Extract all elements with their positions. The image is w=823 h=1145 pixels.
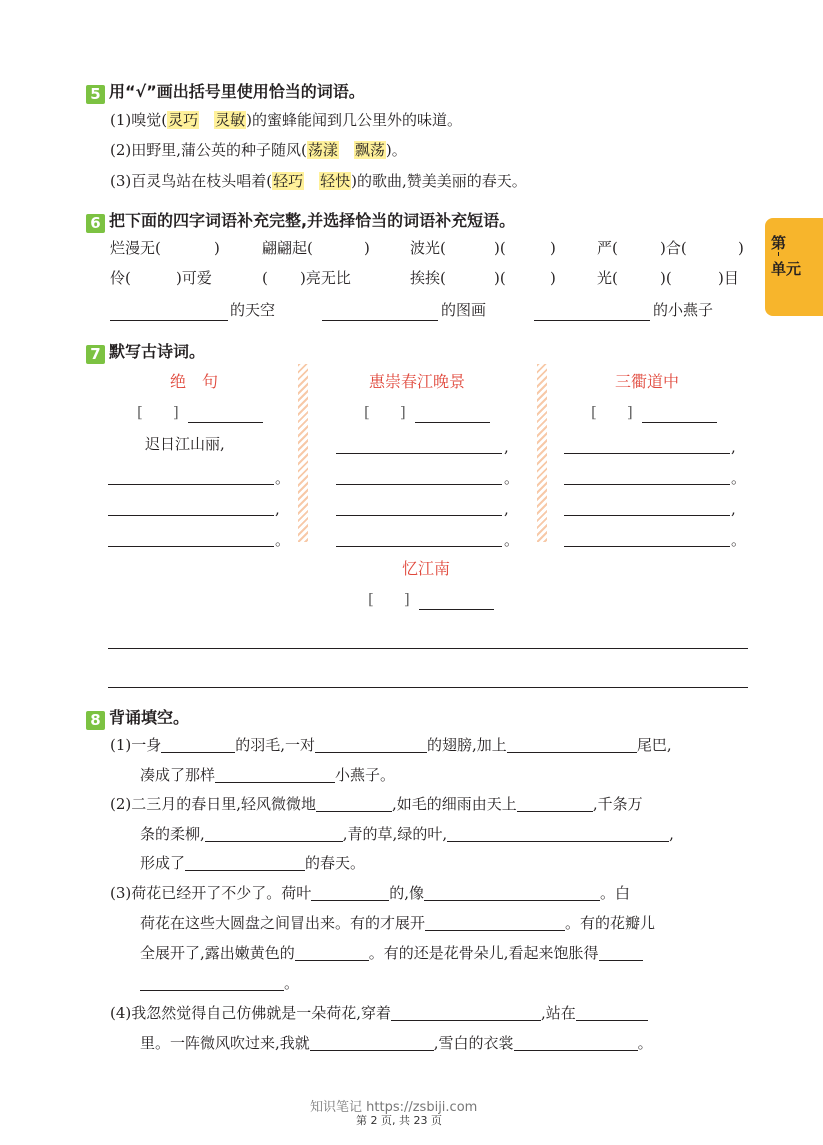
q8-i4b-1: ,雪白的衣裳 [433, 1034, 514, 1052]
q6-r1-w1b: ) [214, 239, 220, 257]
q8-i3d-0: 。 [284, 974, 300, 992]
q8-i3-blank2[interactable] [424, 884, 600, 901]
q5-item3-option-1[interactable]: 轻巧 [273, 172, 304, 190]
q8-i2a-1: ,如毛的细雨由天上 [392, 795, 517, 813]
q8-i3b-0: 荷花在这些大圆盘之间冒出来。有的才展开 [140, 914, 426, 932]
q6-r2-w3a: 挨挨( [410, 269, 446, 287]
q8-i3a-2: 。白 [600, 884, 631, 902]
poem1-line3-punct: , [275, 500, 280, 518]
q6-r2-w2b: )亮无比 [300, 269, 351, 287]
q8-item2-line2 [140, 824, 674, 844]
q5-item2-pre: (2)田野里,蒲公英的种子随风( [110, 141, 307, 159]
q8-item4-line1 [110, 1003, 648, 1023]
poem1-dynasty-bracket: [ ] [137, 403, 179, 421]
q5-item2-post: )。 [385, 141, 407, 159]
poem1-first-line: 迟日江山丽, [145, 435, 225, 453]
q8-item2-line1 [110, 794, 643, 814]
q6-r2-w2a: ( [262, 269, 268, 287]
q8-i4-blank2[interactable] [576, 1004, 648, 1021]
poem3-line4-blank[interactable] [564, 546, 730, 547]
q5-item1-pre: (1)嗅觉( [110, 111, 168, 129]
q8-i3-blank1[interactable] [311, 884, 389, 901]
poem2-line1-punct: , [504, 438, 509, 456]
q8-i2-blank3[interactable] [205, 825, 343, 842]
q5-heading [86, 79, 365, 104]
q6-phrase1-blank[interactable] [110, 320, 228, 321]
q8-i2-blank2[interactable] [517, 795, 593, 812]
q8-i1-blank1[interactable] [161, 736, 235, 753]
q5-item-1 [110, 110, 462, 130]
q6-number: 6 [86, 214, 105, 233]
q8-i1b-0: 凑成了那样 [140, 766, 216, 784]
q8-i1-blank2[interactable] [315, 736, 427, 753]
q5-item1-option-1[interactable]: 灵巧 [168, 111, 199, 129]
q8-i1a-2: 的翅膀,加上 [427, 736, 507, 754]
poem-divider-2 [537, 364, 547, 542]
poem4-title: 忆江南 [402, 559, 451, 578]
q5-item2-option-2[interactable]: 飘荡 [354, 141, 385, 159]
q8-i4a-1: ,站在 [541, 1004, 576, 1022]
q8-i2b-1: ,青的草,绿的叶, [342, 825, 448, 843]
poem3-line1-blank[interactable] [564, 453, 730, 454]
q8-i2-blank4[interactable] [447, 825, 669, 842]
poem-divider-1 [298, 364, 308, 542]
q8-i4-blank3[interactable] [310, 1034, 434, 1051]
q8-i3-blank4[interactable] [295, 944, 369, 961]
q5-item3-pre: (3)百灵鸟站在枝头唱着( [110, 172, 273, 190]
poem2-line3-punct: , [504, 500, 509, 518]
poem3-title: 三衢道中 [615, 372, 680, 391]
q8-i2c-1: 的春天。 [305, 854, 366, 872]
q5-item-2 [110, 140, 407, 160]
q6-r1-w4c: ) [738, 239, 744, 257]
q8-i3c-1: 。有的还是花骨朵儿,看起来饱胀得 [368, 944, 599, 962]
q6-r2-w1b: )可爱 [176, 269, 212, 287]
q5-item1-post: )的蜜蜂能闻到几公里外的味道。 [246, 111, 463, 129]
poem3-line2-punct: 。 [731, 469, 747, 487]
unit-tab-divider [778, 252, 779, 256]
q6-r1-w2b: ) [364, 239, 370, 257]
q8-item3-line2 [140, 913, 655, 933]
poem3-line1-punct: , [731, 438, 736, 456]
poem2-line3-blank[interactable] [336, 515, 502, 516]
q5-number: 5 [86, 85, 105, 104]
q8-heading [86, 705, 189, 730]
q8-item1-line1 [110, 735, 672, 755]
q5-item3-post: )的歌曲,赞美美丽的春天。 [351, 172, 527, 190]
q6-r2-w3b: )( [494, 269, 506, 287]
q8-i3b-1: 。有的花瓣儿 [565, 914, 656, 932]
q8-i3a-1: 的,像 [389, 884, 425, 902]
q6-phrase2: 的图画 [441, 301, 487, 319]
poem1-line2-blank[interactable] [108, 484, 274, 485]
q8-item2-line3 [140, 853, 365, 873]
q8-i3-blank3[interactable] [425, 914, 565, 931]
q8-item3-line4 [140, 973, 299, 993]
q8-i2b-2: , [669, 825, 674, 843]
poem1-line3-blank[interactable] [108, 515, 274, 516]
q8-i3a-0: (3)荷花已经开了不少了。荷叶 [110, 884, 312, 902]
q7-number: 7 [86, 345, 105, 364]
q7-heading [86, 339, 205, 364]
q6-phrase3-blank[interactable] [534, 320, 650, 321]
footer-watermark: 知识笔记 https://zsbiji.com [310, 1100, 478, 1115]
q5-item2-option-1[interactable]: 荡漾 [307, 141, 338, 159]
q8-i4b-0: 里。一阵微风吹过来,我就 [140, 1034, 310, 1052]
poem3-line4-punct: 。 [731, 531, 747, 549]
poem4-dynasty-bracket: [ ] [368, 590, 410, 608]
q5-item1-option-2[interactable]: 灵敏 [215, 111, 246, 129]
q8-i4a-0: (4)我忽然觉得自己仿佛就是一朵荷花,穿着 [110, 1004, 392, 1022]
q8-number: 8 [86, 711, 105, 730]
poem1-title: 绝 句 [170, 372, 219, 391]
q8-item3-line1 [110, 883, 630, 903]
poem2-line1-blank[interactable] [336, 453, 502, 454]
q8-i1a-3: 尾巴, [636, 736, 672, 754]
q6-r1-w4b: )合( [660, 239, 687, 257]
q6-title: 把下面的四字词语补充完整,并选择恰当的词语补充短语。 [109, 211, 516, 230]
footer-page-number: 第 2 页, 共 23 页 [356, 1114, 442, 1127]
q5-item-3 [110, 171, 527, 191]
q8-i3-blank6[interactable] [140, 974, 284, 991]
q6-phrase2-blank[interactable] [322, 320, 438, 321]
poem4-author-blank[interactable] [419, 609, 494, 610]
poem2-title: 惠崇春江晚景 [369, 372, 466, 391]
q6-phrase1: 的天空 [230, 301, 276, 319]
poem1-line4-blank[interactable] [108, 546, 274, 547]
poem2-line2-blank[interactable] [336, 484, 502, 485]
poem3-line3-blank[interactable] [564, 515, 730, 516]
q8-i2a-0: (2)二三月的春日里,轻风微微地 [110, 795, 317, 813]
q8-i2-blank5[interactable] [185, 854, 305, 871]
poem3-author-blank[interactable] [642, 422, 717, 423]
q7-title: 默写古诗词。 [109, 342, 206, 361]
q6-r1-w4a: 严( [597, 239, 618, 257]
q6-r2-w4b: )( [660, 269, 672, 287]
poem2-author-blank[interactable] [415, 422, 490, 423]
q6-r1-w3b: )( [494, 239, 506, 257]
q6-r2-w1a: 伶( [110, 269, 131, 287]
q8-title: 背诵填空。 [109, 708, 190, 727]
q8-i2-blank1[interactable] [316, 795, 392, 812]
q6-phrase3: 的小燕子 [653, 301, 714, 319]
q8-i4-blank1[interactable] [391, 1004, 541, 1021]
q6-r1-w3a: 波光( [410, 239, 446, 257]
q8-i1a-1: 的羽毛,一对 [235, 736, 316, 754]
poem2-line4-blank[interactable] [336, 546, 502, 547]
q8-item3-line3 [140, 943, 643, 963]
q6-r2-w4a: 光( [597, 269, 618, 287]
q8-i3c-0: 全展开了,露出嫩黄色的 [140, 944, 295, 962]
q8-i2b-0: 条的柔柳, [140, 825, 205, 843]
poem1-author-blank[interactable] [188, 422, 263, 423]
poem4-line1-blank[interactable] [108, 648, 748, 649]
unit-tab-line1: 第 [771, 234, 787, 252]
q8-i2c-0: 形成了 [140, 854, 186, 872]
unit-side-tab [765, 218, 823, 316]
poem2-line4-punct: 。 [504, 531, 520, 549]
q8-i2a-2: ,千条万 [592, 795, 643, 813]
q5-item3-option-2[interactable]: 轻快 [320, 172, 351, 190]
poem2-dynasty-bracket: [ ] [364, 403, 406, 421]
q6-r1-w1a: 烂漫无( [110, 239, 161, 257]
q6-heading [86, 208, 515, 233]
poem3-line3-punct: , [731, 500, 736, 518]
poem1-line2-punct: 。 [275, 469, 291, 487]
poem2-line2-punct: 。 [504, 469, 520, 487]
q8-item4-line2 [140, 1033, 653, 1053]
q8-i1-blank4[interactable] [215, 766, 335, 783]
q8-i1-blank3[interactable] [507, 736, 637, 753]
poem1-line4-punct: 。 [275, 531, 291, 549]
q5-title: 用“√”画出括号里使用恰当的词语。 [109, 82, 365, 101]
q6-r1-w3c: ) [550, 239, 556, 257]
q8-i3-blank5[interactable] [599, 944, 643, 961]
q8-i4b-2: 。 [637, 1034, 653, 1052]
q6-r1-w2a: 翩翩起( [262, 239, 313, 257]
q8-i4-blank4[interactable] [514, 1034, 638, 1051]
q6-r2-w4c: )目 [718, 269, 739, 287]
poem3-dynasty-bracket: [ ] [591, 403, 633, 421]
poem4-line2-blank[interactable] [108, 687, 748, 688]
q8-i1b-1: 小燕子。 [335, 766, 396, 784]
poem3-line2-blank[interactable] [564, 484, 730, 485]
q8-item1-line2 [140, 765, 395, 785]
unit-tab-line2: 单元 [771, 260, 802, 278]
q8-i1a-0: (1)一身 [110, 736, 162, 754]
q6-r2-w3c: ) [550, 269, 556, 287]
